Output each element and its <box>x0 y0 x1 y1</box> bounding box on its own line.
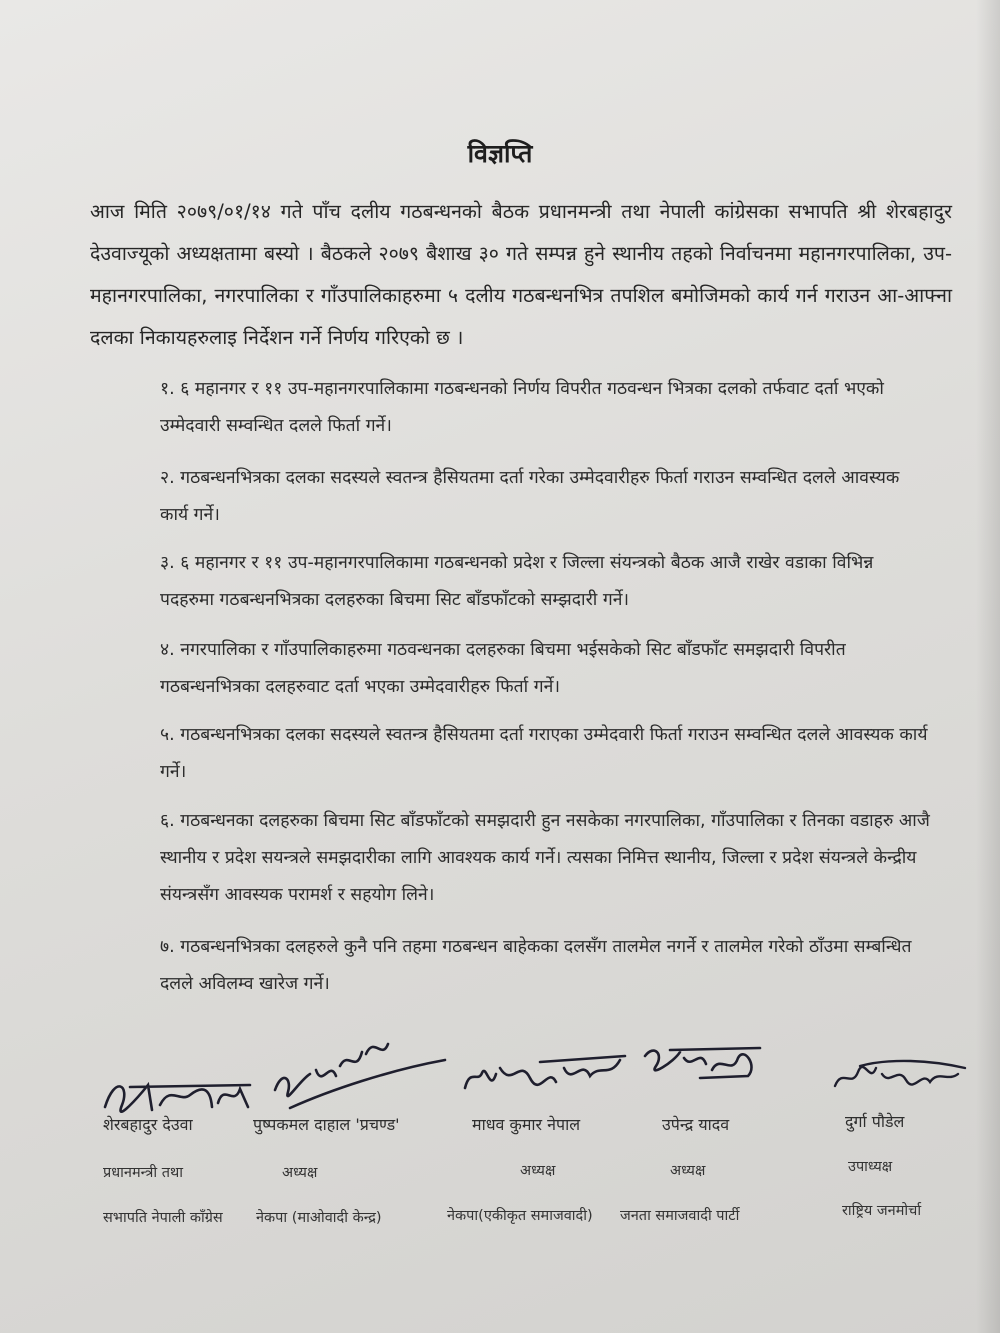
intro-paragraph: आज मिति २०७९/०१/१४ गते पाँच दलीय गठबन्धनको बैठक प्रधानमन्त्री तथा नेपाली कांग्रेसका सभापति श्री शेरबहादुर देउवाज्यूको अध्यक्षतामा बस्यो । बैठकले २०७९ बैशाख ३० गते सम्पन्न हुने स्थानीय तहको निर्वाचनमा महानगरपालिका, उप-महानगरपालिका, नगरपालिका र गाँउपालिकाहरुमा ५ दलीय गठबन्धनभित्र तपशिल बमोजिमको कार्य गर्न गराउन आ-आफ्ना दलका निकायहरुलाइ निर्देशन गर्ने निर्णय गरिएको छ । <box>90 200 952 349</box>
point-7: ७. गठबन्धनभित्रका दलहरुले कुनै पनि तहमा गठबन्धन बाहेकका दलसँग तालमेल नगर्ने र तालमेल गरेको ठाँउमा सम्बन्धित दलले अविलम्व खारेज गर्ने। <box>160 937 912 994</box>
page-edge-shadow <box>976 0 1000 1333</box>
signatory-4-org: जनता समाजवादी पार्टी <box>620 1208 740 1224</box>
signatory-1-role: प्रधानमन्त्री तथा <box>103 1165 184 1181</box>
point-4: ४. नगरपालिका र गाँउपालिकाहरुमा गठवन्धनका दलहरुका बिचमा भईसकेको सिट बाँडफाँट समझदारी विपरीत गठबन्धनभित्रका दलहरुवाट दर्ता भएका उम्मेदवारीहरु फिर्ता गर्ने। <box>160 640 846 697</box>
signatory-3-role: अध्यक्ष <box>520 1163 556 1179</box>
signature-durga <box>830 1048 970 1102</box>
signatory-5-org: राष्ट्रिय जनमोर्चा <box>842 1203 922 1219</box>
signatory-3-org: नेकपा(एकीकृत समाजवादी) <box>447 1208 593 1224</box>
point-5: ५. गठबन्धनभित्रका दलका सदस्यले स्वतन्त्र हैसियतमा दर्ता गराएका उम्मेदवारी फिर्ता गराउन सम्वन्धित दलले आवस्यक कार्य गर्ने। <box>160 725 928 782</box>
signatory-4-role: अध्यक्ष <box>670 1163 706 1179</box>
signatory-3-name: माधव कुमार नेपाल <box>472 1115 581 1134</box>
point-2: २. गठबन्धनभित्रका दलका सदस्यले स्वतन्त्र हैसियतमा दर्ता गरेका उम्मेदवारीहरु फिर्ता गराउन सम्वन्धित दलले आवस्यक कार्य गर्ने। <box>160 468 900 525</box>
signatory-4-name: उपेन्द्र यादव <box>662 1115 730 1134</box>
signatory-1-name: शेरबहादुर देउवा <box>103 1115 193 1134</box>
signatory-2-org: नेकपा (माओवादी केन्द्र) <box>256 1210 382 1226</box>
signatory-2-name: पुष्पकमल दाहाल 'प्रचण्ड' <box>253 1115 400 1134</box>
signature-madhav <box>460 1038 630 1107</box>
point-1: १. ६ महानगर र ११ उप-महानगरपालिकामा गठबन्धनको निर्णय विपरीत गठवन्धन भित्रका दलको तर्फवाट दर्ता भएको उम्मेदवारी सम्वन्धित दलले फिर्ता गर्ने। <box>160 379 884 436</box>
signatory-1-org: सभापति नेपाली काँग्रेस <box>103 1210 223 1226</box>
signatory-5-name: दुर्गा पौडेल <box>845 1112 905 1131</box>
point-6: ६. गठबन्धनका दलहरुका बिचमा सिट बाँडफाँटको समझदारी हुन नसकेका नगरपालिका, गाँउपालिका र तिनका वडाहरु आजै स्थानीय र प्रदेश सयन्त्रले समझदारीका लागि आवश्यक कार्य गर्ने। त्यसका निमित्त स्थानीय, जिल्ला र प्रदेश संयन्त्रले केन्द्रीय संयन्त्रसँग आवस्यक परामर्श र सहयोग लिने। <box>160 811 930 905</box>
point-3: ३. ६ महानगर र ११ उप-महानगरपालिकामा गठबन्धनको प्रदेश र जिल्ला संयन्त्रको बैठक आजै राखेर वडाका विभिन्न पदहरुमा गठबन्धनभित्रका दलहरुका बिचमा सिट बाँडफाँटको सम्झदारी गर्ने। <box>160 553 874 610</box>
document-title: विज्ञप्ति <box>467 139 533 168</box>
signature-upendra <box>640 1036 770 1095</box>
signatory-2-role: अध्यक्ष <box>282 1165 318 1181</box>
signature-prachanda <box>270 1030 450 1119</box>
signatory-5-role: उपाध्यक्ष <box>848 1159 893 1175</box>
